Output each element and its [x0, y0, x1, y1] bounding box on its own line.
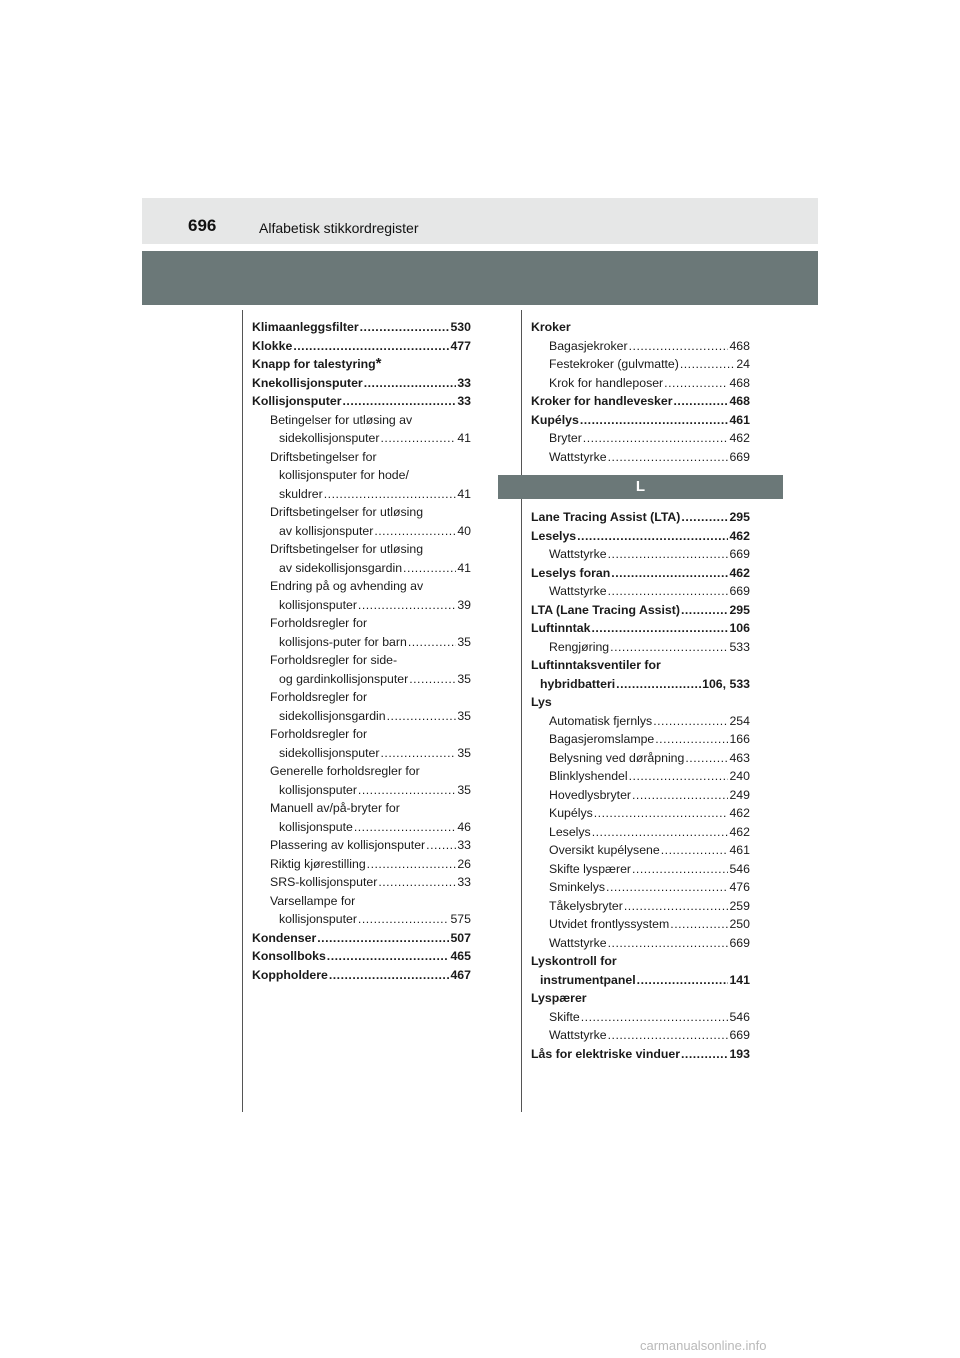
watermark: carmanualsonline.info [640, 1338, 767, 1353]
index-entry [531, 527, 750, 546]
section-title: Alfabetisk stikkordregister [259, 220, 419, 236]
index-entry [531, 601, 750, 620]
dot-leader [616, 675, 701, 694]
dot-leader [594, 804, 729, 823]
entry-text: Forholdsregler for [270, 690, 368, 704]
entry-text: Lyspærer [531, 991, 587, 1005]
dot-leader [637, 971, 729, 990]
page-reference: 462 [729, 806, 750, 820]
index-subentry [252, 892, 471, 929]
dot-leader [358, 596, 456, 615]
page-reference: 166 [729, 732, 750, 746]
entry-text: Wattstyrke [549, 449, 607, 464]
page-reference: 295 [729, 602, 750, 617]
entry-text: Kroker [531, 320, 571, 334]
index-entry [531, 952, 750, 989]
index-column-left [252, 318, 471, 984]
dot-leader [426, 836, 456, 855]
entry-text: kollisjonsputer [279, 782, 357, 797]
page-reference: 461 [729, 843, 750, 857]
dot-leader [329, 966, 450, 985]
entry-text: Bagasjeromslampe [549, 732, 655, 746]
entry-text: sidekollisjonsputer [279, 745, 380, 760]
page-reference: 26 [457, 856, 471, 871]
entry-text: kollisjonspute [279, 819, 353, 834]
dot-leader [680, 355, 735, 374]
entry-text: Forholdsregler for [270, 616, 368, 630]
page-reference: 249 [729, 787, 750, 802]
entry-text: Leselys foran [531, 565, 611, 580]
entry-text: kollisjonsputer [279, 597, 357, 612]
dot-leader [655, 730, 728, 749]
dot-leader [673, 392, 728, 411]
dot-leader [380, 429, 456, 448]
page-reference: 669 [729, 935, 750, 950]
index-subentry [252, 503, 471, 540]
page-reference: 41 [457, 431, 471, 445]
entry-text: Endring på og avhending av [270, 579, 424, 593]
entry-text: Wattstyrke [549, 1028, 607, 1042]
page-reference: 35 [457, 782, 471, 797]
index-entry [252, 929, 471, 948]
dot-leader [358, 781, 456, 800]
index-subentry [531, 337, 750, 356]
entry-text: Oversikt kupélysene [549, 843, 660, 857]
index-subentry [252, 836, 471, 855]
page-reference: 461 [729, 412, 750, 427]
entry-text: Luftinntaksventiler for [531, 658, 661, 672]
page-reference: 462 [729, 824, 750, 839]
index-subentry [531, 712, 750, 731]
letter-heading: L [498, 475, 783, 499]
dot-leader [608, 1026, 729, 1045]
index-subentry [531, 355, 750, 374]
index-subentry [531, 1026, 750, 1045]
index-subentry [252, 614, 471, 651]
dot-leader [387, 707, 457, 726]
index-subentry [531, 545, 750, 564]
dot-leader [685, 749, 728, 768]
dot-leader [360, 318, 450, 337]
dot-leader [629, 767, 729, 786]
page-reference: 468 [729, 338, 750, 353]
entry-text: Kroker for handlevesker [531, 394, 673, 408]
entry-text: Blinklyshendel [549, 769, 628, 783]
dot-leader [374, 522, 456, 541]
entry-text: Betingelser for utløsing av [270, 412, 413, 427]
dot-leader [670, 915, 728, 934]
page-reference: 33 [457, 375, 471, 390]
entry-text: Lys [531, 695, 552, 709]
dot-leader [380, 744, 456, 763]
entry-text: Wattstyrke [549, 547, 607, 561]
index-subentry [531, 730, 750, 749]
index-entry [531, 318, 750, 337]
page-reference: 141 [729, 972, 750, 987]
index-subentry [531, 749, 750, 768]
dot-leader [681, 601, 729, 620]
page-reference: 39 [457, 597, 471, 612]
entry-text: Forholdsregler for [270, 727, 368, 741]
index-entry [531, 564, 750, 583]
index-subentry [531, 841, 750, 860]
entry-text: sidekollisjonsputer [279, 431, 380, 445]
page-reference: 669 [729, 547, 750, 561]
entry-text: Kondenser [252, 930, 317, 945]
entry-text: Sminkelys [549, 880, 606, 894]
column-rule-middle [521, 310, 522, 1112]
entry-text: hybridbatteri [540, 676, 616, 691]
dot-leader [632, 860, 728, 879]
dot-leader [629, 337, 729, 356]
page-reference: 41 [457, 486, 471, 501]
entry-text: SRS-kollisjonsputer [270, 875, 378, 889]
dot-leader [608, 448, 729, 467]
entry-text: Forholdsregler for side- [270, 653, 398, 667]
page-reference: 669 [729, 1028, 750, 1042]
entry-text: Hovedlysbryter [549, 787, 632, 802]
index-entry [252, 947, 471, 966]
entry-text: Tåkelysbryter [549, 898, 623, 913]
dot-leader [581, 1008, 729, 1027]
entry-text: LTA (Lane Tracing Assist) [531, 602, 680, 617]
entry-text: Lås for elektriske vinduer [531, 1046, 680, 1061]
entry-text: Kupélys [531, 412, 579, 427]
page-reference: 254 [729, 713, 750, 728]
entry-text: Skifte [549, 1009, 580, 1024]
entry-text: av sidekollisjonsgardin [279, 560, 403, 575]
dot-leader [610, 638, 728, 657]
dot-leader [367, 855, 457, 874]
entry-text: av kollisjonsputer [279, 523, 374, 538]
entry-text: Wattstyrke [549, 935, 607, 950]
index-subentry [531, 429, 750, 448]
dot-leader [324, 485, 457, 504]
page-reference: 462 [729, 565, 750, 580]
index-entry: Knapp for talestyring * [252, 355, 382, 372]
entry-text: Krok for handleposer [549, 375, 664, 390]
index-subentry [252, 799, 471, 836]
index-entry [531, 411, 750, 430]
entry-text: Skifte lyspærer [549, 861, 632, 876]
dot-leader [661, 841, 729, 860]
index-subentry [531, 786, 750, 805]
column-rule-left [242, 310, 243, 1112]
page-number: 696 [188, 216, 217, 235]
entry-text: Klokke [252, 338, 293, 353]
entry-text: kollisjonsputer [279, 912, 357, 926]
dot-leader [358, 910, 450, 929]
index-subentry [531, 878, 750, 897]
entry-text: Knekollisjonsputer [252, 375, 363, 390]
page-reference: 41 [457, 560, 471, 575]
entry-text: og gardinkollisjonsputer [279, 671, 409, 686]
page-reference: 462 [729, 528, 750, 543]
dot-leader [317, 929, 449, 948]
index-entry [252, 318, 471, 337]
index-entry [252, 337, 471, 356]
index-entry [531, 693, 750, 712]
dot-leader [378, 873, 456, 892]
page-reference: 530 [450, 320, 471, 334]
header-band [142, 198, 818, 244]
dot-leader [354, 818, 456, 837]
entry-text: Leselys [549, 824, 591, 839]
entry-text: Belysning ved døråpning [549, 750, 685, 765]
index-entry [252, 966, 471, 985]
index-entry [531, 508, 750, 527]
dot-leader [632, 786, 728, 805]
dot-leader [577, 527, 728, 546]
index-subentry [531, 374, 750, 393]
index-subentry [252, 855, 471, 874]
entry-text: Driftsbetingelser for utløsing [270, 542, 424, 556]
dot-leader [681, 508, 728, 527]
dot-leader [364, 374, 457, 393]
page-reference: 35 [457, 745, 471, 760]
header-bar [142, 251, 818, 305]
dot-leader [293, 337, 449, 356]
page-reference: 476 [729, 880, 750, 894]
index-subentry [531, 823, 750, 842]
entry-text: Generelle forholdsregler for [270, 764, 420, 778]
page-reference: 546 [729, 1009, 750, 1024]
entry-text: Driftsbetingelser for utløsing [270, 505, 424, 519]
index-subentry [252, 448, 471, 504]
entry-text: Luftinntak [531, 621, 591, 635]
page-reference: 477 [450, 338, 471, 353]
entry-text: Koppholdere [252, 967, 328, 982]
entry-text: Lyskontroll for [531, 954, 617, 968]
page-reference: 33 [457, 875, 471, 889]
page-reference: 193 [729, 1046, 750, 1061]
page-reference: 295 [729, 510, 750, 524]
page-reference: 259 [729, 898, 750, 913]
page-reference: 507 [450, 930, 471, 945]
entry-text: Leselys [531, 528, 577, 543]
dot-leader [653, 712, 728, 731]
entry-text: Kupélys [549, 806, 593, 820]
entry-text: Lane Tracing Assist (LTA) [531, 510, 681, 524]
page-reference: 106, 533 [702, 676, 750, 691]
entry-text: Automatisk fjernlys [549, 713, 653, 728]
entry-text: Plassering av kollisjonsputer [270, 838, 426, 852]
page-reference: 575 [450, 912, 471, 926]
page-reference: 46 [457, 819, 471, 834]
entry-text: Bagasjekroker [549, 338, 628, 353]
dot-leader [408, 633, 457, 652]
entry-text: sidekollisjonsgardin [279, 708, 386, 723]
index-subentry [252, 688, 471, 725]
index-entry [531, 619, 750, 638]
index-column-right [531, 318, 750, 1063]
dot-leader [327, 947, 450, 966]
index-entry [531, 1045, 750, 1064]
index-subentry [531, 915, 750, 934]
index-subentry [531, 767, 750, 786]
dot-leader [608, 582, 729, 601]
entry-text: instrumentpanel [540, 972, 636, 987]
dot-leader [580, 411, 729, 430]
dot-leader [664, 374, 728, 393]
page-reference: 468 [729, 375, 750, 390]
index-subentry [531, 582, 750, 601]
entry-text: Kollisjonsputer [252, 394, 342, 408]
dot-leader [591, 619, 728, 638]
page-reference: 35 [457, 671, 471, 686]
page-reference: 462 [729, 431, 750, 445]
dot-leader [608, 934, 729, 953]
page-reference: 40 [457, 523, 471, 538]
index-entry [252, 374, 471, 393]
page-reference: 24 [736, 357, 750, 371]
page-reference: 669 [729, 584, 750, 598]
page-reference: 463 [729, 750, 750, 765]
index-subentry [252, 873, 471, 892]
index-subentry [531, 638, 750, 657]
page-reference: 35 [457, 708, 471, 723]
entry-text: Knapp for talestyring [252, 357, 376, 371]
index-subentry [531, 448, 750, 467]
index-entry [531, 989, 750, 1008]
page-reference: 33 [457, 838, 471, 852]
index-subentry [531, 860, 750, 879]
index-entry [531, 392, 750, 411]
index-entry [252, 392, 471, 411]
page-reference: 35 [457, 634, 471, 649]
entry-text: kollisjonsputer for hode/ [279, 468, 409, 482]
dot-leader [681, 1045, 728, 1064]
index-subentry [252, 540, 471, 577]
entry-text: Riktig kjørestilling [270, 856, 366, 871]
dot-leader [606, 878, 728, 897]
index-subentry [252, 651, 471, 688]
page-reference: 669 [729, 449, 750, 464]
page-reference: 546 [729, 861, 750, 876]
entry-text: Konsollboks [252, 949, 326, 963]
dot-leader [608, 545, 729, 564]
page-reference: 467 [450, 967, 471, 982]
index-subentry [531, 804, 750, 823]
index-subentry [252, 577, 471, 614]
entry-text: skuldrer [279, 486, 323, 501]
page-reference: 465 [450, 949, 471, 963]
page-reference: 240 [729, 769, 750, 783]
page-reference: 468 [729, 394, 750, 408]
dot-leader [592, 823, 729, 842]
index-subentry [252, 725, 471, 762]
entry-text: kollisjons-puter for barn [279, 634, 407, 649]
page-reference: 106 [729, 621, 750, 635]
index-subentry [531, 1008, 750, 1027]
entry-text: Driftsbetingelser for [270, 449, 377, 464]
index-entry [531, 656, 750, 693]
dot-leader [409, 670, 456, 689]
page-reference: 533 [729, 639, 750, 654]
index-subentry [252, 762, 471, 799]
entry-text: Manuell av/på-bryter for [270, 801, 400, 815]
dot-leader [624, 897, 729, 916]
page-reference: 250 [729, 917, 750, 931]
entry-text: Wattstyrke [549, 584, 607, 598]
dot-leader [403, 559, 456, 578]
entry-text: Rengjøring [549, 639, 610, 654]
index-subentry [531, 934, 750, 953]
index-subentry [531, 897, 750, 916]
index-subentry [252, 411, 471, 448]
entry-text: Festekroker (gulvmatte) [549, 357, 679, 371]
entry-text: Klimaanleggsfilter [252, 320, 359, 334]
page-reference: 33 [457, 394, 471, 408]
entry-text: Utvidet frontlyssystem [549, 917, 670, 931]
entry-text: Varsellampe for [270, 893, 356, 908]
dot-leader [611, 564, 728, 583]
dot-leader [583, 429, 729, 448]
entry-text: Bryter [549, 431, 582, 445]
dot-leader [343, 392, 457, 411]
